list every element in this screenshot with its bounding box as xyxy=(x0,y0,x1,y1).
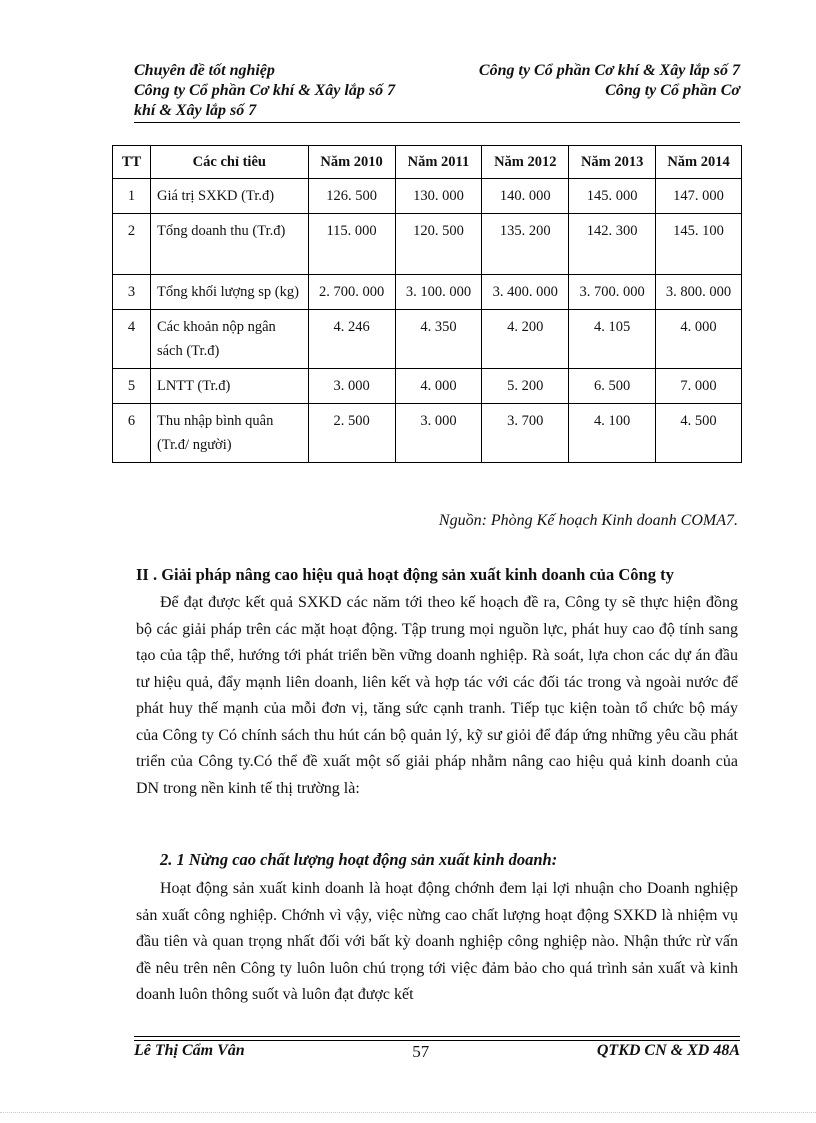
col-header-2014: Năm 2014 xyxy=(656,146,742,179)
col-header-2011: Năm 2011 xyxy=(395,146,482,179)
table-row xyxy=(113,369,742,404)
body-paragraph-2: Hoạt động sản xuất kinh doanh là hoạt động chớnh đem lại lợi nhuận cho Doanh nghiệp sản xuất công nghiệp. Chớnh vì vậy, việc nừng cao chất lượng hoạt động SXKD là nhiệm vụ đầu tiên và quan trọng nhất đối với bất kỳ doanh nghiệp công nghiệp nào. Nhận thức rừ vấn đề nêu trên nên Công ty luôn luôn chú trọng tới việc đảm bảo cho quá trình sản xuất và kinh doanh luôn thông suốt và luôn đạt được kết xyxy=(136,880,738,1003)
footer-author: Lê Thị Cẩm Vân xyxy=(134,1042,245,1059)
row-label: Giá trị SXKD (Tr.đ) xyxy=(150,179,308,214)
cell-value: 4. 500 xyxy=(656,404,742,463)
row-label: LNTT (Tr.đ) xyxy=(150,369,308,404)
row-number: 4 xyxy=(113,310,151,369)
cell-value: 135. 200 xyxy=(482,214,569,275)
cell-value: 3. 700 xyxy=(482,404,569,463)
header-company: Công ty Cổ phần Cơ khí & Xây lắp số 7 xyxy=(478,62,740,79)
footer-divider xyxy=(134,1036,740,1037)
row-label: Tổng doanh thu (Tr.đ) xyxy=(150,214,308,275)
cell-value: 115. 000 xyxy=(308,214,395,275)
page-footer xyxy=(134,1042,740,1062)
col-header-indicator: Các chỉ tiêu xyxy=(150,146,308,179)
subsection-heading: 2. 1 Nừng cao chất lượng hoạt động sản xuất kinh doanh: xyxy=(160,850,558,869)
page-header xyxy=(134,61,740,121)
cell-value: 4. 200 xyxy=(482,310,569,369)
business-results-table xyxy=(112,145,742,463)
cell-value: 3. 400. 000 xyxy=(482,275,569,310)
cell-value: 4. 105 xyxy=(569,310,656,369)
section-heading: II . Giải pháp nâng cao hiệu quả hoạt động sản xuất kinh doanh của Công ty xyxy=(136,565,674,584)
cell-value: 3. 000 xyxy=(395,404,482,463)
cell-value: 120. 500 xyxy=(395,214,482,275)
table-row xyxy=(113,275,742,310)
cell-value: 3. 100. 000 xyxy=(395,275,482,310)
cell-value: 147. 000 xyxy=(656,179,742,214)
body-paragraph-1: Để đạt được kết quả SXKD các năm tới theo kế hoạch đề ra, Công ty sẽ thực hiện đồng bộ các giải pháp trên các mặt hoạt động. Tập trung mọi nguồn lực, phát huy cao độ tính sang tạo của tập thể, hướng tới phát triển bền vững doanh nghiệp. Rà soát, lựa chon các dự án đầu tư hiệu quả, đẩy mạnh liên doanh, liên kết và hợp tác với các đối tác trong và ngoài nước để phát huy thế mạnh của mỗi đơn vị, tăng sức cạnh tranh. Tiếp tục kiện toàn tổ chức bộ máy của Công ty Có chính sách thu hút cán bộ quản lý, kỹ sư giỏi để đáp ứng những yêu cầu phát triển của Công ty.Có thể đề xuất một số giải pháp nhằm nâng cao hiệu quả kinh doanh của DN trong nền kinh tế thị trường là: xyxy=(136,594,738,797)
cell-value: 145. 000 xyxy=(569,179,656,214)
cell-value: 4. 000 xyxy=(395,369,482,404)
row-number: 5 xyxy=(113,369,151,404)
header-company-right: Công ty Cổ phần Cơ xyxy=(605,82,740,99)
row-number: 1 xyxy=(113,179,151,214)
row-label: Thu nhập bình quân (Tr.đ/ người) xyxy=(150,404,308,463)
cell-value: 4. 350 xyxy=(395,310,482,369)
row-label: Các khoản nộp ngân sách (Tr.đ) xyxy=(150,310,308,369)
header-doc-type: Chuyên đề tốt nghiệp xyxy=(134,62,275,79)
cell-value: 4. 000 xyxy=(656,310,742,369)
cell-value: 3. 000 xyxy=(308,369,395,404)
row-number: 6 xyxy=(113,404,151,463)
row-number: 3 xyxy=(113,275,151,310)
cell-value: 5. 200 xyxy=(482,369,569,404)
cell-value: 3. 700. 000 xyxy=(569,275,656,310)
cell-value: 145. 100 xyxy=(656,214,742,275)
table-row xyxy=(113,214,742,275)
cell-value: 130. 000 xyxy=(395,179,482,214)
cell-value: 6. 500 xyxy=(569,369,656,404)
table-source-note: Nguồn: Phòng Kế hoạch Kinh doanh COMA7. xyxy=(438,512,738,529)
cell-value: 7. 000 xyxy=(656,369,742,404)
table-row xyxy=(113,404,742,463)
table-row xyxy=(113,310,742,369)
cell-value: 3. 800. 000 xyxy=(656,275,742,310)
footer-class-code: QTKD CN & XD 48A xyxy=(596,1042,740,1059)
row-number: 2 xyxy=(113,214,151,275)
cell-value: 126. 500 xyxy=(308,179,395,214)
page-number: 57 xyxy=(412,1042,430,1061)
row-label: Tổng khối lượng sp (kg) xyxy=(150,275,308,310)
table-header-row xyxy=(113,146,742,179)
page-bottom-edge xyxy=(0,1112,816,1113)
header-company-continued: khí & Xây lắp số 7 xyxy=(134,102,257,119)
cell-value: 140. 000 xyxy=(482,179,569,214)
cell-value: 2. 500 xyxy=(308,404,395,463)
cell-value: 4. 246 xyxy=(308,310,395,369)
header-divider xyxy=(134,122,740,123)
table-row xyxy=(113,179,742,214)
col-header-2012: Năm 2012 xyxy=(482,146,569,179)
cell-value: 4. 100 xyxy=(569,404,656,463)
col-header-2013: Năm 2013 xyxy=(569,146,656,179)
cell-value: 2. 700. 000 xyxy=(308,275,395,310)
cell-value: 142. 300 xyxy=(569,214,656,275)
col-header-tt: TT xyxy=(113,146,151,179)
col-header-2010: Năm 2010 xyxy=(308,146,395,179)
header-company-left: Công ty Cổ phần Cơ khí & Xây lắp số 7 xyxy=(134,82,396,99)
footer-divider-thin xyxy=(134,1040,740,1041)
